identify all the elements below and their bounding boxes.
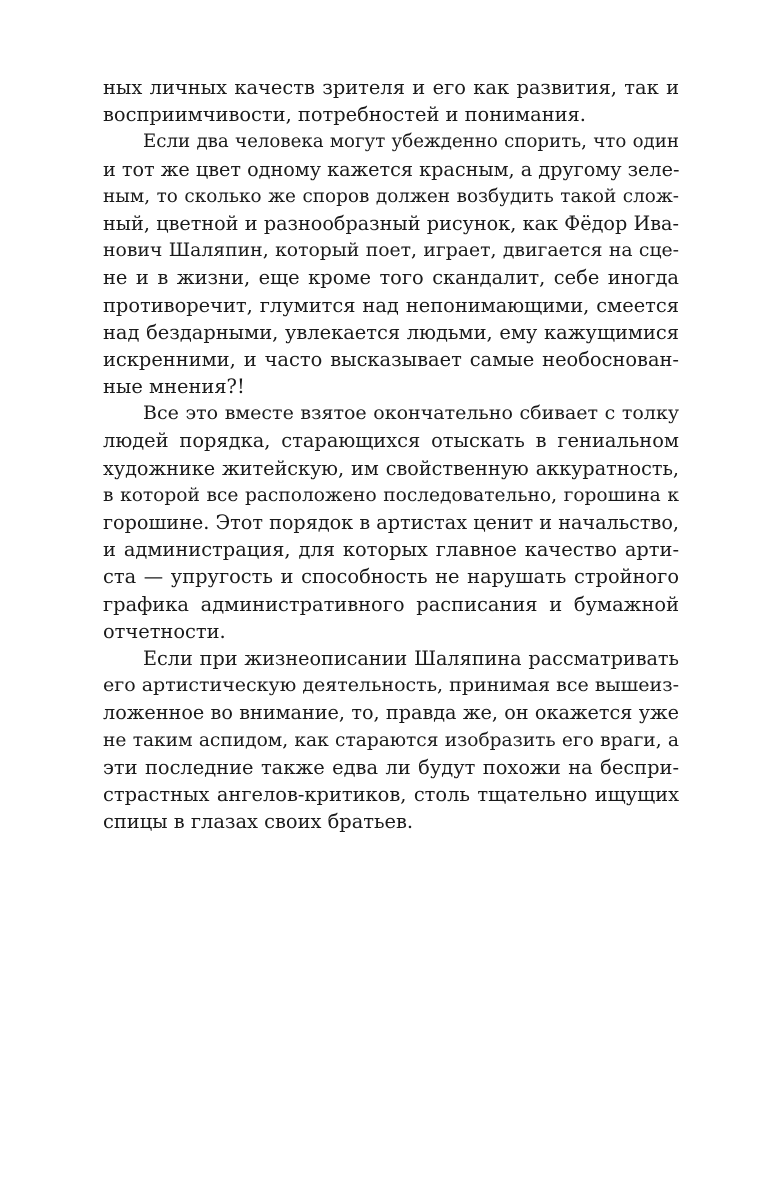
paragraph-1 <box>103 74 679 128</box>
text-line: спицы в глазах своих братьев. <box>103 810 414 834</box>
text-line: не таким аспидом, как стараются изобразить его враги, а <box>103 729 679 751</box>
text-line: над бездарными, увлекается людьми, ему кажущимися <box>103 320 679 344</box>
text-line: художнике житейскую, им свойственную аккуратность, <box>103 456 679 480</box>
text-line: ста — упругость и способность не нарушать стройного <box>103 565 679 589</box>
text-line: Если при жизнеописании Шаляпина рассматривать <box>143 646 679 670</box>
text-line: страстных ангелов-критиков, столь тщательно ищущих <box>103 782 679 806</box>
text-line: его артистическую деятельность, принимая все вышеиз- <box>103 674 679 697</box>
paragraph-4 <box>103 645 679 835</box>
text-line: ные мнения?! <box>103 375 245 399</box>
text-line: нович Шаляпин, который поет, играет, двигается на сце- <box>103 240 679 262</box>
text-line: восприимчивости, потребностей и понимания. <box>103 103 586 127</box>
page-body <box>103 74 679 835</box>
text-line: ложенное во внимание, то, правда же, он окажется уже <box>103 701 679 725</box>
paragraph-3 <box>103 400 679 645</box>
paragraph-2 <box>103 128 679 400</box>
text-line: графика административного расписания и бумажной <box>103 592 679 616</box>
text-line: ных личных качеств зрителя и его как развития, так и <box>103 76 679 99</box>
text-line: ным, то сколько же споров должен возбудить такой слож- <box>103 185 679 207</box>
text-line: Все это вместе взятое окончательно сбивает с толку <box>143 402 679 425</box>
text-line: не и в жизни, еще кроме того скандалит, себе иногда <box>103 266 679 290</box>
text-line: в которой все расположено последовательно, горошина к <box>103 484 679 506</box>
text-line: отчетности. <box>103 619 226 643</box>
text-line: людей порядка, старающихся отыскать в гениальном <box>103 429 679 453</box>
text-line: и тот же цвет одному кажется красным, а другому зеле- <box>103 157 680 181</box>
text-line: противоречит, глумится над непонимающими, смеется <box>103 293 679 317</box>
text-line: ный, цветной и разнообразный рисунок, как Фёдор Ива- <box>103 211 679 235</box>
text-line: горошине. Этот порядок в артистах ценит и начальство, <box>103 511 679 534</box>
text-line: и администрация, для которых главное качество арти- <box>103 538 679 562</box>
text-line: эти последние также едва ли будут похожи на беспри- <box>103 755 679 779</box>
text-line: Если два человека могут убежденно спорить, что один <box>143 131 679 153</box>
text-line: искренними, и часто высказывает самые необоснован- <box>103 347 679 371</box>
